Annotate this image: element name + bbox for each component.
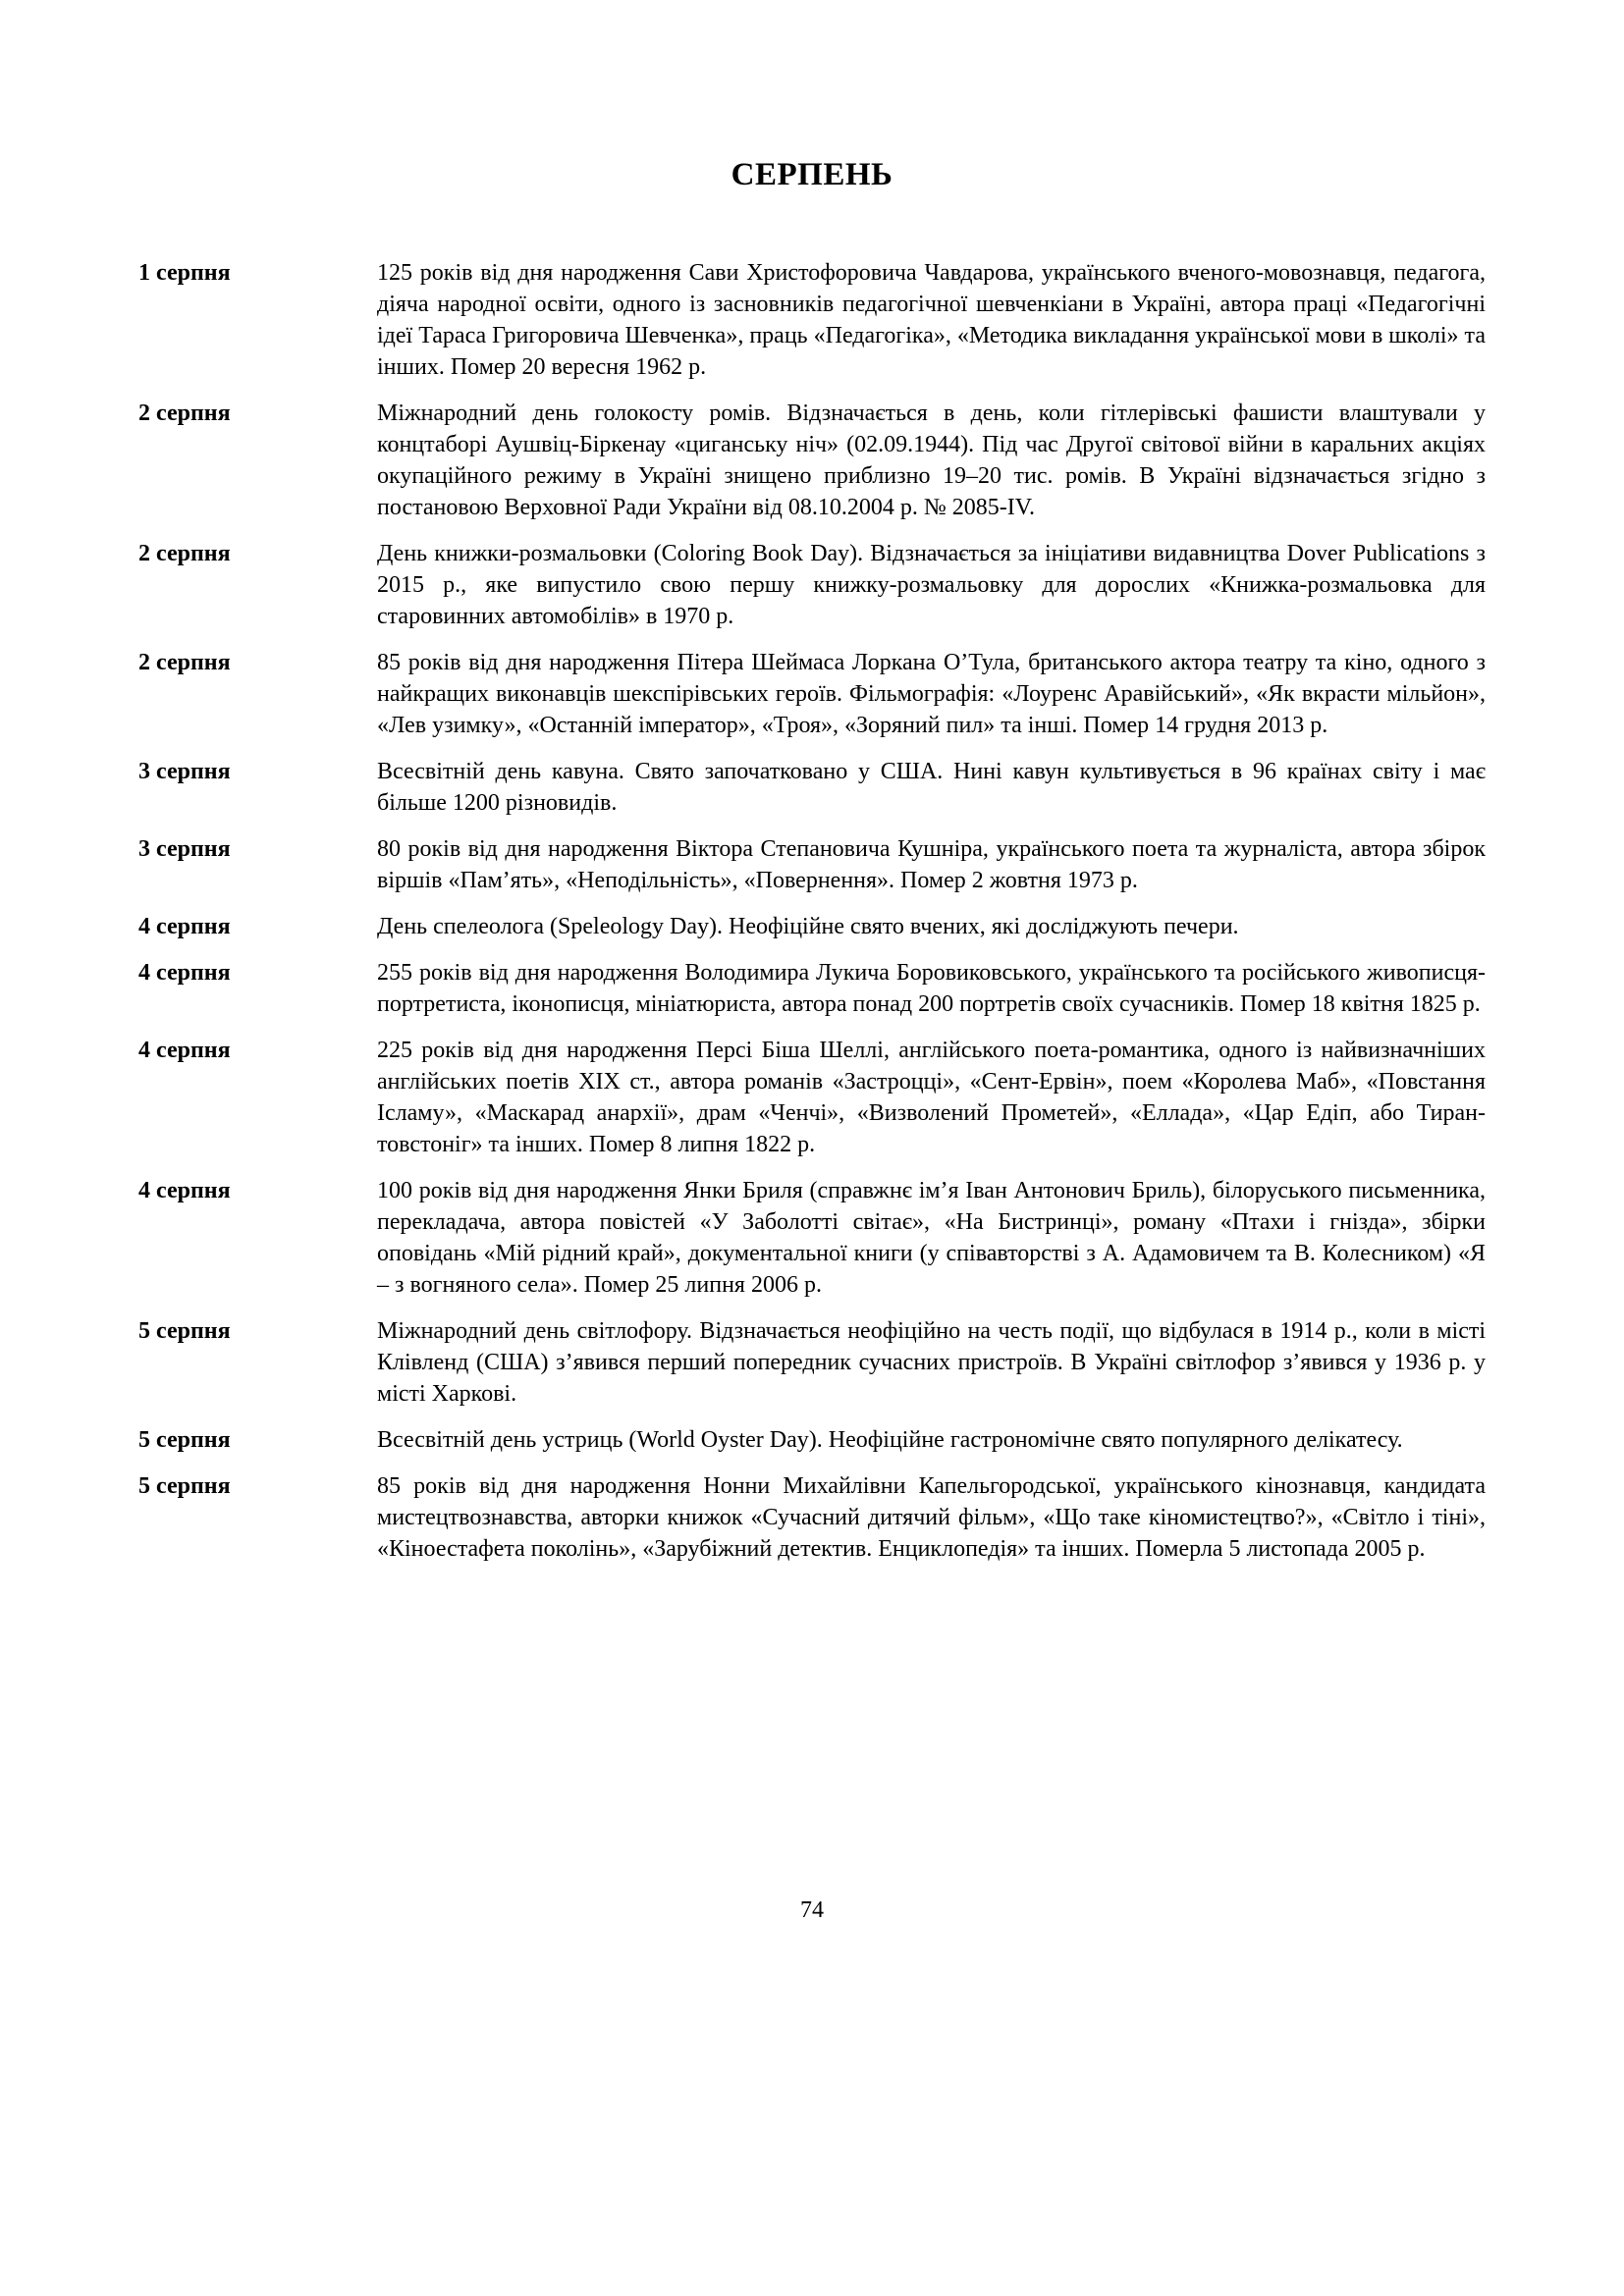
entry-date: 2 серпня (138, 650, 231, 675)
entry-date: 3 серпня (138, 759, 231, 784)
calendar-entry (138, 1424, 1486, 1456)
entry-text: Міжнародний день голокосту ромів. Відзначається в день, коли гітлерівські фашисти влаштували у концтаборі Аушвіц-Біркенау «циганську ніч» (02.09.1944). Під час Другої світової війни в каральних акціях окупаційного режиму в Україні знищено приблизно 19–20 тис. ромів. В Україні відзначається згідно з постановою Верховної Ради України від 08.10.2004 р. № 2085-IV. (377, 400, 1486, 520)
calendar-entry (138, 1470, 1486, 1565)
entry-text: 80 років від дня народження Віктора Степановича Кушніра, українського поета та журналіста, автора збірок віршів «Пам’ять», «Неподільність», «Повернення». Помер 2 жовтня 1973 р. (377, 836, 1486, 893)
entry-text: 100 років від дня народження Янки Бриля (справжнє ім’я Іван Антонович Бриль), білоруського письменника, перекладача, автора повістей «У Заболотті світає», «На Бистринці», роману «Птахи і гнізда», збірки оповідань «Мій рідний край», документальної книги (у співавторстві з А. Адамовичем та В. Колесником) «Я – з вогняного села». Помер 25 липня 2006 р. (377, 1178, 1486, 1298)
entry-text: Міжнародний день світлофору. Відзначається неофіційно на честь події, що відбулася в 1914 р., коли в місті Клівленд (США) з’явився перший попередник сучасних пристроїв. В Україні світлофор з’явився у 1936 р. у місті Харкові. (377, 1318, 1486, 1407)
entry-date: 5 серпня (138, 1427, 231, 1453)
entry-text: 125 років від дня народження Сави Христофоровича Чавдарова, українського вченого-мовознавця, педагога, діяча народної освіти, одного із засновників педагогічної шевченкіани в Україні, автора праці «Педагогічні ідеї Тараса Григоровича Шевченка», праць «Педагогіка», «Методика викладання української мови в школі» та інших. Помер 20 вересня 1962 р. (377, 260, 1486, 380)
entry-date: 5 серпня (138, 1318, 231, 1344)
entry-date: 4 серпня (138, 1178, 231, 1203)
calendar-entry (138, 398, 1486, 523)
calendar-entry (138, 1315, 1486, 1410)
entry-date: 1 серпня (138, 260, 231, 286)
entry-date: 5 серпня (138, 1473, 231, 1499)
calendar-entry (138, 257, 1486, 383)
calendar-entry (138, 833, 1486, 896)
entry-text: 85 років від дня народження Нонни Михайлівни Капельгородської, українського кінознавця, кандидата мистецтвознавства, авторки книжок «Сучасний дитячий фільм», «Що таке кіномистецтво?», «Світло і тіні», «Кіноестафета поколінь», «Зарубіжний детектив. Енциклопедія» та інших. Померла 5 листопада 2005 р. (377, 1473, 1486, 1562)
calendar-entry (138, 911, 1486, 942)
entry-text: 85 років від дня народження Пітера Шеймаса Лоркана О’Тула, британського актора театру та кіно, одного з найкращих виконавців шекспірівських героїв. Фільмографія: «Лоуренс Аравійський», «Як вкрасти мільйон», «Лев узимку», «Останній імператор», «Троя», «Зоряний пил» та інші. Помер 14 грудня 2013 р. (377, 650, 1486, 738)
entry-date: 4 серпня (138, 1038, 231, 1063)
calendar-entry (138, 1035, 1486, 1160)
entry-text: Всесвітній день кавуна. Свято започатковано у США. Нині кавун культивується в 96 країнах світу і має більше 1200 різновидів. (377, 759, 1486, 816)
entry-date: 4 серпня (138, 914, 231, 939)
entry-date: 3 серпня (138, 836, 231, 862)
entry-text: Всесвітній день устриць (World Oyster Day). Неофіційне гастрономічне свято популярного делікатесу. (377, 1427, 1403, 1453)
calendar-entries (138, 257, 1486, 1579)
entry-text: 225 років від дня народження Персі Біша Шеллі, англійського поета-романтика, одного із найвизначніших англійських поетів XIX ст., автора романів «Застроцці», «Сент-Ервін», поем «Королева Маб», «Повстання Ісламу», «Маскарад анархії», драм «Ченчі», «Визволений Прометей», «Еллада», «Цар Едіп, або Тиран-товстоніг» та інших. Помер 8 липня 1822 р. (377, 1038, 1486, 1157)
entry-date: 4 серпня (138, 960, 231, 986)
page-title: СЕРПЕНЬ (731, 157, 893, 192)
entry-date: 2 серпня (138, 400, 231, 426)
entry-text: День книжки-розмальовки (Coloring Book Day). Відзначається за ініціативи видавництва Dover Publications з 2015 р., яке випустило свою першу книжку-розмальовку для дорослих «Книжка-розмальовка для старовинних автомобілів» в 1970 р. (377, 541, 1486, 629)
entry-text: 255 років від дня народження Володимира Лукича Боровиковського, українського та російського живописця-портретиста, іконописця, мініатюриста, автора понад 200 портретів своїх сучасників. Помер 18 квітня 1825 р. (377, 960, 1486, 1017)
calendar-entry (138, 647, 1486, 741)
entry-date: 2 серпня (138, 541, 231, 566)
page-number: 74 (800, 1897, 824, 1923)
calendar-entry (138, 1175, 1486, 1301)
calendar-entry (138, 957, 1486, 1020)
calendar-entry (138, 538, 1486, 632)
calendar-entry (138, 756, 1486, 819)
entry-text: День спелеолога (Speleology Day). Неофіційне свято вчених, які досліджують печери. (377, 914, 1239, 939)
